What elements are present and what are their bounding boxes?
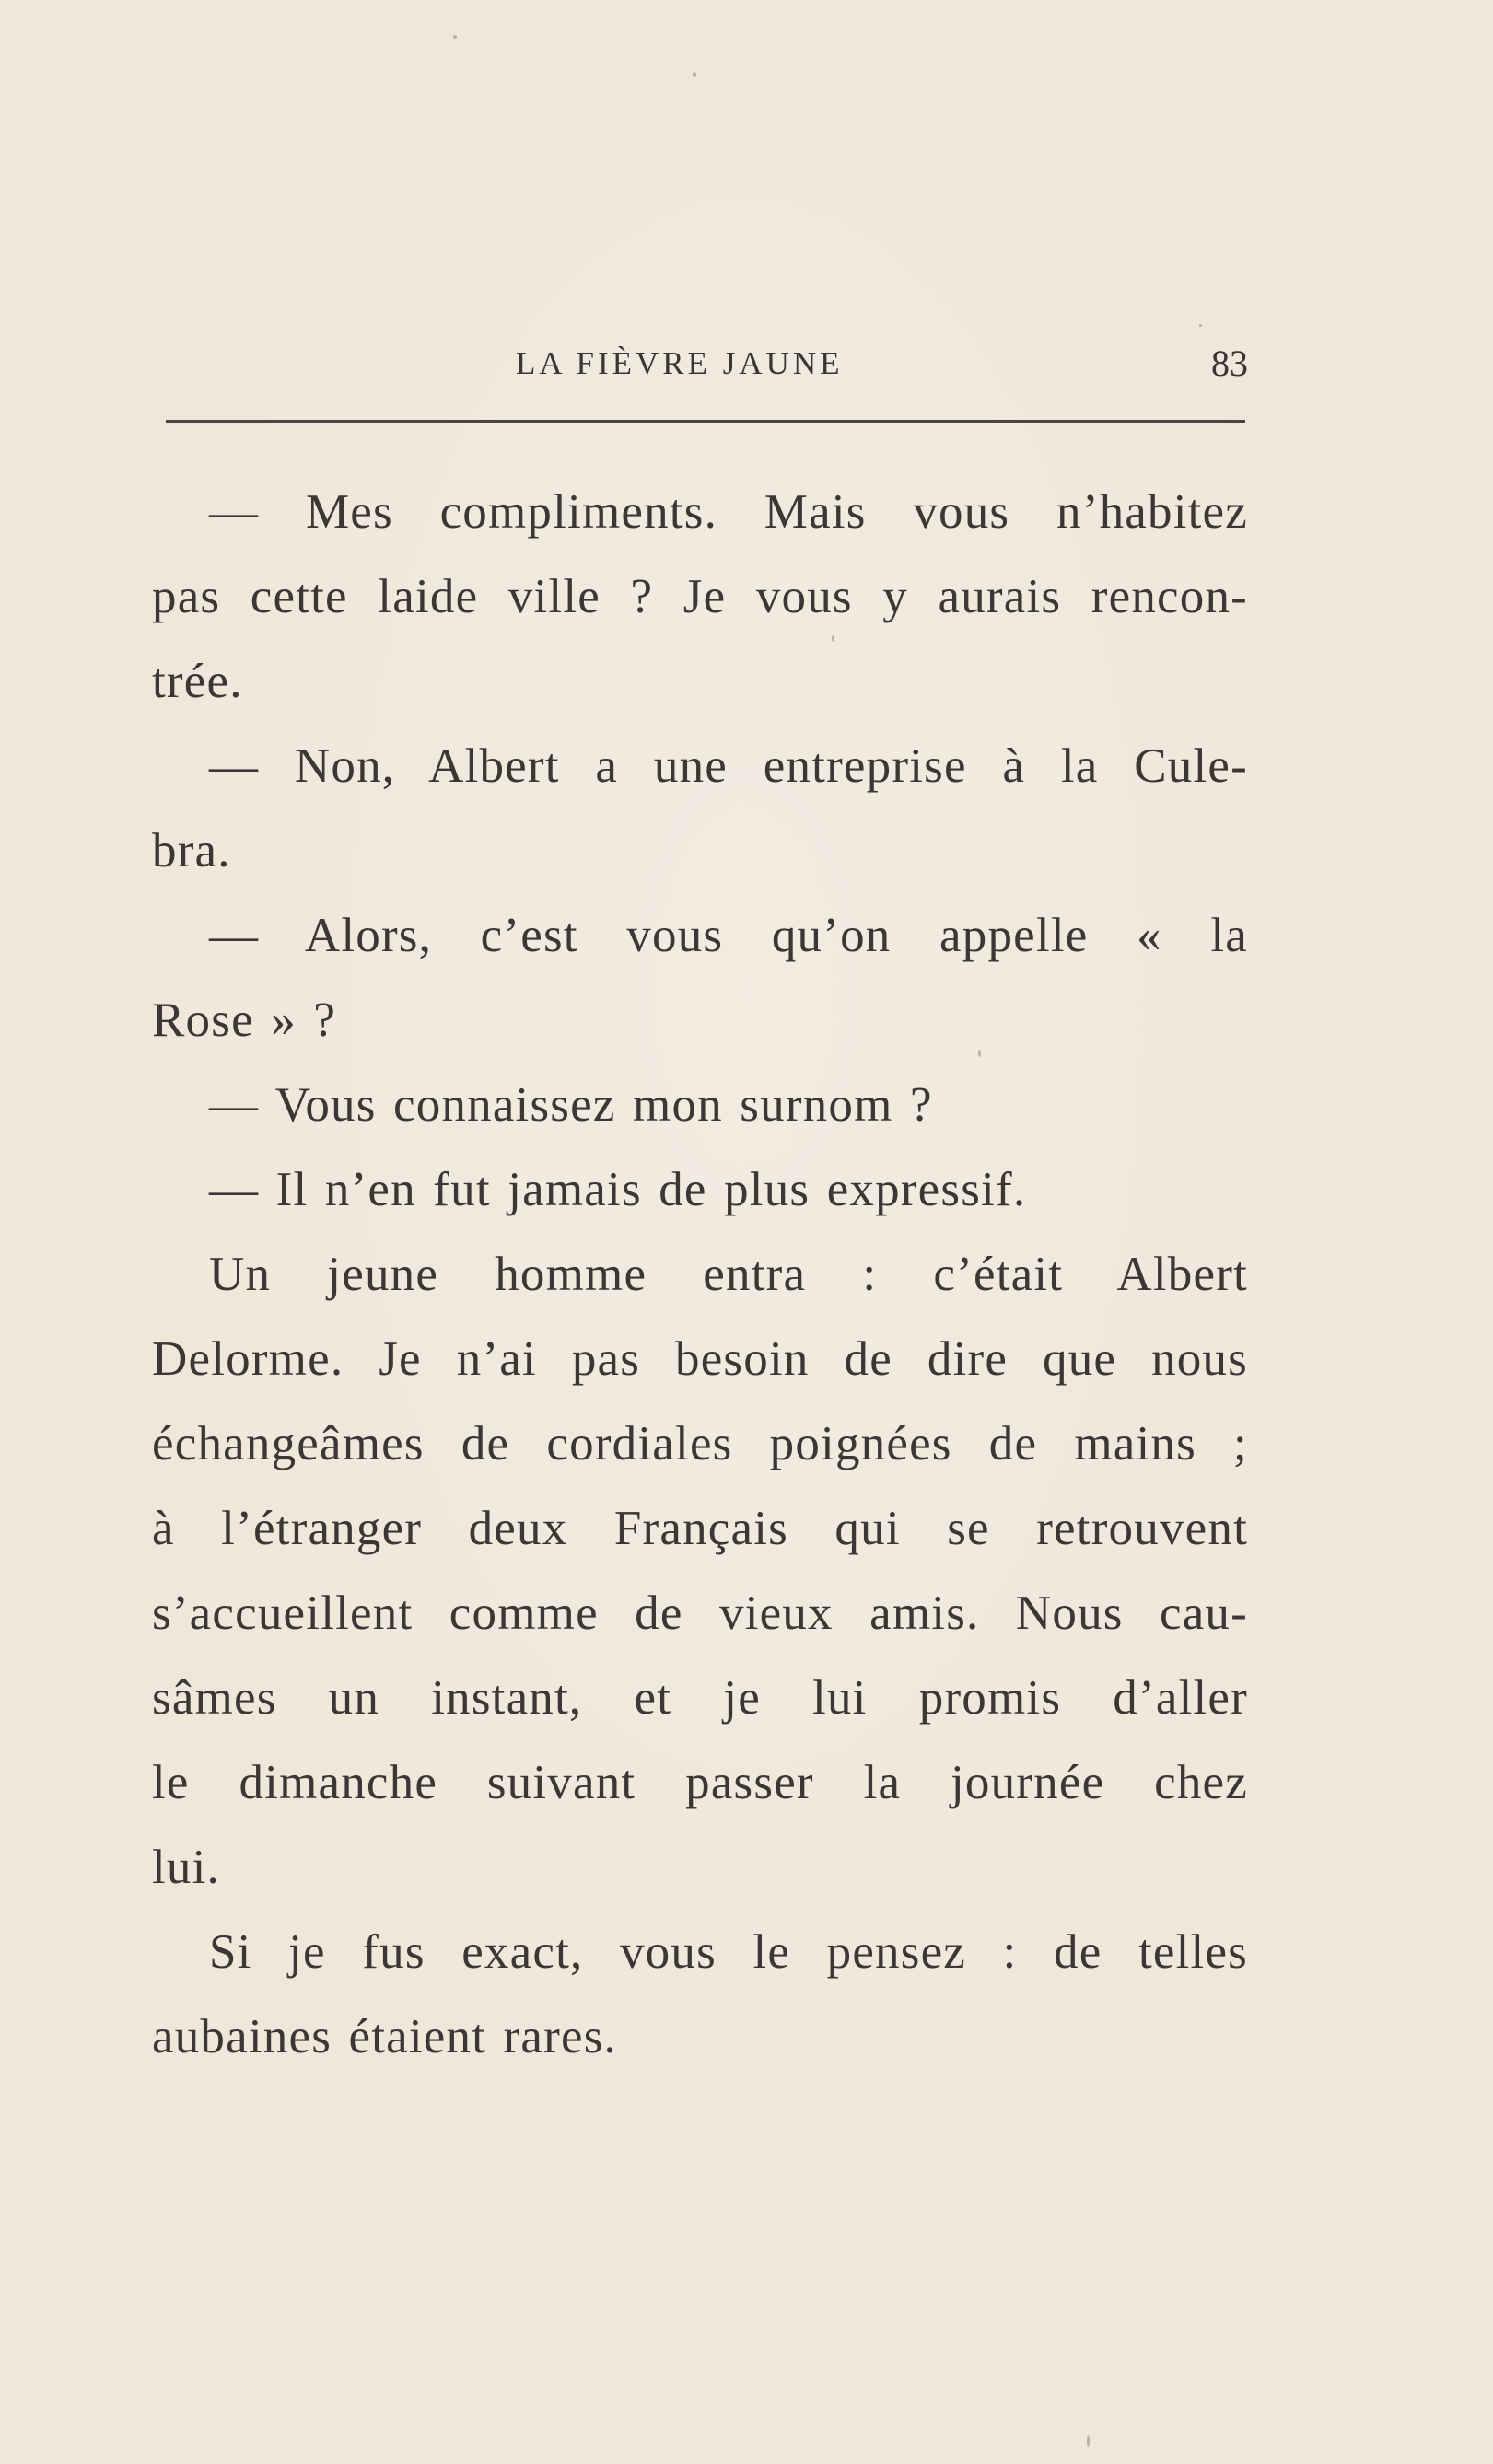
text-line: Un jeune homme entra : c’était Albert <box>209 1248 1248 1301</box>
page-number: 83 <box>1211 343 1248 384</box>
text-line: le dimanche suivant passer la journée chez <box>152 1756 1248 1809</box>
paper-speck <box>1087 2435 1090 2447</box>
text-line: échangeâmes de cordiales poignées de mains ; <box>152 1417 1248 1470</box>
text-line: s’accueillent comme de vieux amis. Nous cau- <box>152 1586 1248 1640</box>
text-line: pas cette laide ville ? Je vous y aurais rencon- <box>152 570 1248 623</box>
text-line: trée. <box>152 655 243 708</box>
body-text <box>152 470 1248 2079</box>
header-rule <box>166 420 1245 423</box>
text-line: aubaines étaient rares. <box>152 2010 617 2063</box>
paper-speck <box>693 72 696 77</box>
text-line: Rose » ? <box>152 994 337 1047</box>
paper-speck <box>453 35 457 39</box>
page-header <box>152 336 1248 391</box>
text-line: — Mes compliments. Mais vous n’habitez <box>209 485 1248 539</box>
text-line: sâmes un instant, et je lui promis d’aller <box>152 1671 1248 1725</box>
paper-speck <box>978 1050 981 1057</box>
text-line: lui. <box>152 1841 221 1894</box>
running-title: LA FIÈVRE JAUNE <box>516 345 844 381</box>
text-line: — Il n’en fut jamais de plus expressif. <box>209 1163 1027 1216</box>
text-line: à l’étranger deux Français qui se retrouvent <box>152 1502 1248 1555</box>
paper-speck <box>1199 324 1202 327</box>
text-line: — Non, Albert a une entreprise à la Cule- <box>209 739 1248 793</box>
paper-speck <box>832 635 834 642</box>
text-line: Si je fus exact, vous le pensez : de telles <box>209 1925 1248 1979</box>
text-line: Delorme. Je n’ai pas besoin de dire que nous <box>152 1332 1248 1386</box>
text-line: — Vous connaissez mon surnom ? <box>209 1078 933 1132</box>
text-line: bra. <box>152 824 231 878</box>
text-line: — Alors, c’est vous qu’on appelle « la <box>209 909 1248 962</box>
